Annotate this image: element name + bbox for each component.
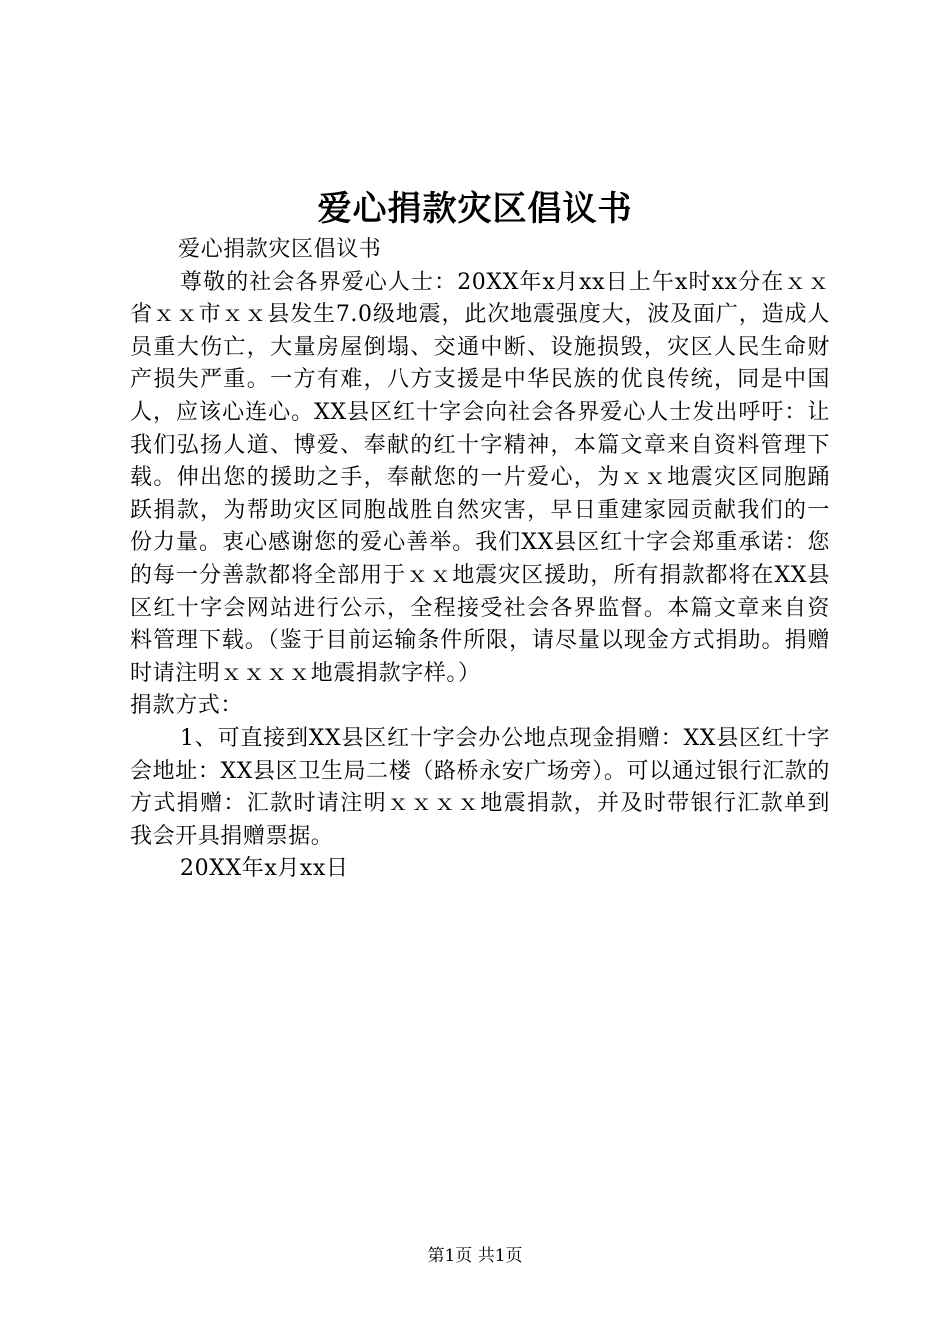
donation-method-1: 1、可直接到XX县区红十字会办公地点现金捐赠：XX县区红十字会地址：XX县区卫生局二楼（路桥永安广场旁）。可以通过银行汇款的方式捐赠：汇款时请注明ｘｘｘｘ地震捐款，并及时带银行汇款单到我会开具捐赠票据。 (130, 725, 830, 849)
document-body (130, 234, 830, 886)
donation-methods-label: 捐款方式： (130, 693, 244, 719)
page-footer: 第1页 共1页 (427, 1246, 523, 1266)
body-heading-line: 爱心捐款灾区倡议书 (178, 237, 382, 262)
appeal-paragraph: 尊敬的社会各界爱心人士：20XX年x月xx日上午x时xx分在ｘｘ省ｘｘ市ｘｘ县发生7.0级地震，此次地震强度大，波及面广，造成人员重大伤亡，大量房屋倒塌、交通中断、设施损毁，灾区人民生命财产损失严重。一方有难，八方支援是中华民族的优良传统，同是中国人，应该心连心。XX县区红十字会向社会各界爱心人士发出呼吁：让我们弘扬人道、博爱、奉献的红十字精神，本篇文章来自资料管理下载。伸出您的援助之手，奉献您的一片爱心，为ｘｘ地震灾区同胞踊跃捐款，为帮助灾区同胞战胜自然灾害，早日重建家园贡献我们的一份力量。衷心感谢您的爱心善举。我们XX县区红十字会郑重承诺：您的每一分善款都将全部用于ｘｘ地震灾区援助，所有捐款都将在XX县区红十字会网站进行公示，全程接受社会各界监督。本篇文章来自资料管理下载。（鉴于目前运输条件所限，请尽量以现金方式捐助。捐赠时请注明ｘｘｘｘ地震捐款字样。） (130, 269, 830, 686)
document-date: 20XX年x月xx日 (180, 856, 349, 882)
document-title: 爱心捐款灾区倡议书 (317, 189, 633, 229)
